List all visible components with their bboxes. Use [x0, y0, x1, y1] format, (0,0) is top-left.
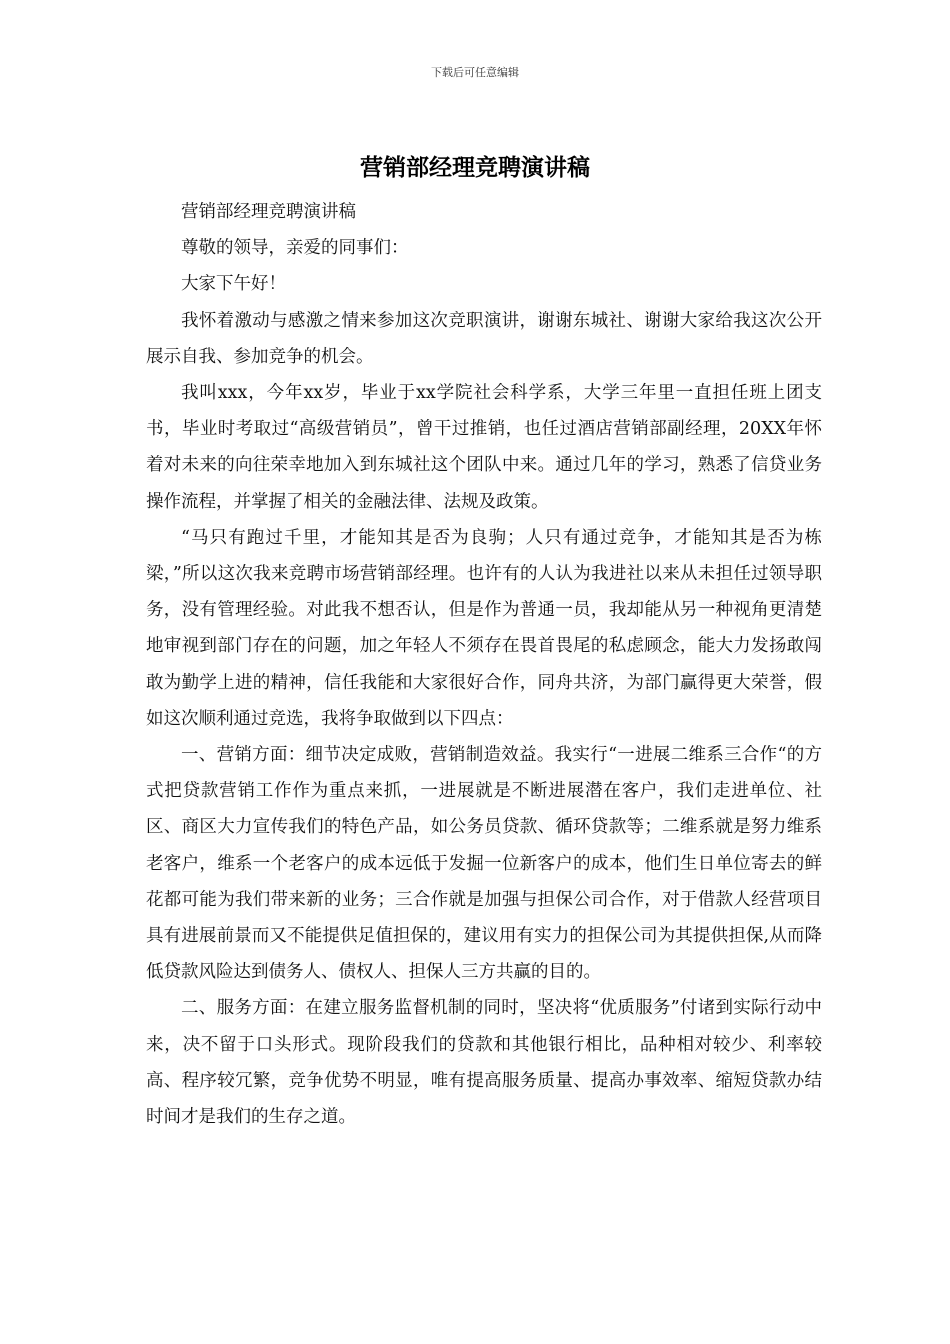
paragraph-subtitle: 营销部经理竞聘演讲稿 [181, 202, 356, 222]
paragraph-background: 我叫xxx，今年xx岁，毕业于xx学院社会科学系，大学三年里一直担任班上团支书，毕业时考取过“高级营销员”，曾干过推销，也任过酒店营销部副经理，20XX年怀着对未来的向往荣幸地加入到东城社这个团队中来。通过几年的学习，熟悉了信贷业务操作流程，并掌握了相关的金融法律、法规及政策。 [146, 383, 822, 512]
paragraph-intro: 我怀着激动与感激之情来参加这次竞职演讲，谢谢东城社、谢谢大家给我这次公开展示自我、参加竞争的机会。 [146, 310, 822, 367]
paragraph-salutation: 尊敬的领导，亲爱的同事们： [181, 238, 409, 259]
document-body [146, 194, 822, 1135]
document-title: 营销部经理竞聘演讲稿 [360, 154, 590, 181]
paragraph-marketing: 一、营销方面：细节决定成败，营销制造效益。我实行“一进展二维系三合作“的方式把贷款营销工作作为重点来抓，一进展就是不断进展潜在客户，我们走进单位、社区、商区大力宣传我们的特色产品，如公务员贷款、循环贷款等；二维系就是努力维系老客户，维系一个老客户的成本远低于发掘一位新客户的成本，他们生日单位寄去的鲜花都可能为我们带来新的业务；三合作就是加强与担保公司合作，对于借款人经营项目具有进展前景而又不能提供足值担保的，建议用有实力的担保公司为其提供担保,从而降低贷款风险达到债务人、债权人、担保人三方共赢的目的。 [146, 745, 822, 983]
paragraph-motivation: “马只有跑过千里，才能知其是否为良驹；人只有通过竞争，才能知其是否为栋梁，”所以这次我来竞聘市场营销部经理。也许有的人认为我进社以来从未担任过领导职务，没有管理经验。对此我不想否认，但是作为普通一员，我却能从另一种视角更清楚地审视到部门存在的问题，加之年轻人不须存在畏首畏尾的私虑顾念，能大力发扬敢闯敢为勤学上进的精神，信任我能和大家很好合作，同舟共济，为部门赢得更大荣誉，假如这次顺利通过竞选，我将争取做到以下四点： [146, 527, 822, 729]
paragraph-greeting: 大家下午好！ [181, 274, 286, 295]
header-note: 下载后可任意编辑 [431, 66, 519, 79]
paragraph-service: 二、服务方面：在建立服务监督机制的同时，坚决将“优质服务”付诸到实际行动中来，决不留于口头形式。现阶段我们的贷款和其他银行相比，品种相对较少、利率较高、程序较冗繁，竞争优势不明显，唯有提高服务质量、提高办事效率、缩短贷款办结时间才是我们的生存之道。 [146, 998, 822, 1128]
